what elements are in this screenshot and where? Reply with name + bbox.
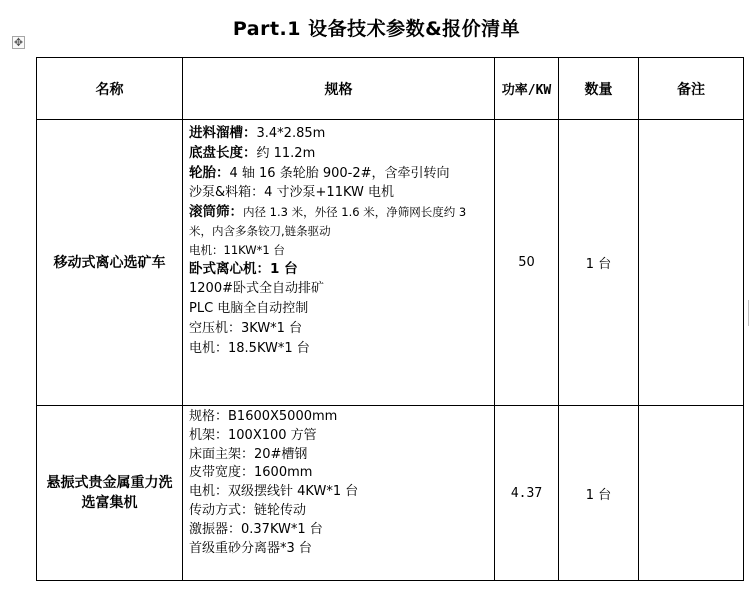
row-power: 4.37 <box>495 406 559 581</box>
row-note <box>639 406 744 581</box>
header-qty: 数量 <box>559 58 639 120</box>
spec-line: 皮带宽度：1600mm <box>189 465 313 481</box>
spec-line: 进料溜槽：3.4*2.85m <box>189 125 326 141</box>
table-row <box>37 120 744 406</box>
header-power: 功率/KW <box>495 58 559 120</box>
header-note: 备注 <box>639 58 744 120</box>
header-name: 名称 <box>37 58 183 120</box>
row-name: 悬振式贵金属重力洗选富集机 <box>37 406 183 581</box>
spec-line: 滚筒筛：内径 1.3 米，外径 1.6 米，净筛网长度约 3 米，内含多条铰刀,链条驱动 <box>189 204 467 238</box>
table-move-handle-icon[interactable]: ✥ <box>13 36 24 49</box>
spec-line: 卧式离心机：1 台 <box>189 260 298 277</box>
row-spec <box>183 120 495 406</box>
spec-table <box>36 57 744 581</box>
header-spec: 规格 <box>183 58 495 120</box>
row-qty: 1 台 <box>559 406 639 581</box>
spec-line: PLC 电脑全自动控制 <box>189 301 309 317</box>
row-power: 50 <box>495 120 559 406</box>
table-header-row <box>37 58 744 120</box>
spec-line: 空压机：3KW*1 台 <box>189 320 303 336</box>
spec-line: 机架：100X100 方管 <box>189 427 317 443</box>
spec-line: 传动方式：链轮传动 <box>189 502 307 518</box>
spec-line: 1200#卧式全自动排矿 <box>189 281 324 297</box>
row-qty: 1 台 <box>559 120 639 406</box>
spec-line: 规格：B1600X5000mm <box>189 409 338 424</box>
spec-line: 底盘长度：约 11.2m <box>189 144 316 161</box>
spec-line: 床面主架：20#槽钢 <box>189 446 308 462</box>
spec-line: 电机：18.5KW*1 台 <box>189 340 310 356</box>
table-row <box>37 406 744 581</box>
spec-line: 电机：11KW*1 台 <box>189 242 285 257</box>
row-note <box>639 120 744 406</box>
spec-line: 轮胎：4 轴 16 条轮胎 900-2#，含牵引转向 <box>189 164 450 181</box>
row-name: 移动式离心选矿车 <box>37 120 183 406</box>
page-title: Part.1 设备技术参数&报价清单 <box>232 18 521 40</box>
row-spec <box>183 406 495 581</box>
spec-line: 电机：双级摆线针 4KW*1 台 <box>189 484 359 500</box>
spec-line: 激振器：0.37KW*1 台 <box>189 521 323 537</box>
spec-line: 沙泵&料箱：4 寸沙泵+11KW 电机 <box>189 185 395 201</box>
margin-marker <box>748 300 752 326</box>
spec-line: 首级重砂分离器*3 台 <box>189 540 312 556</box>
